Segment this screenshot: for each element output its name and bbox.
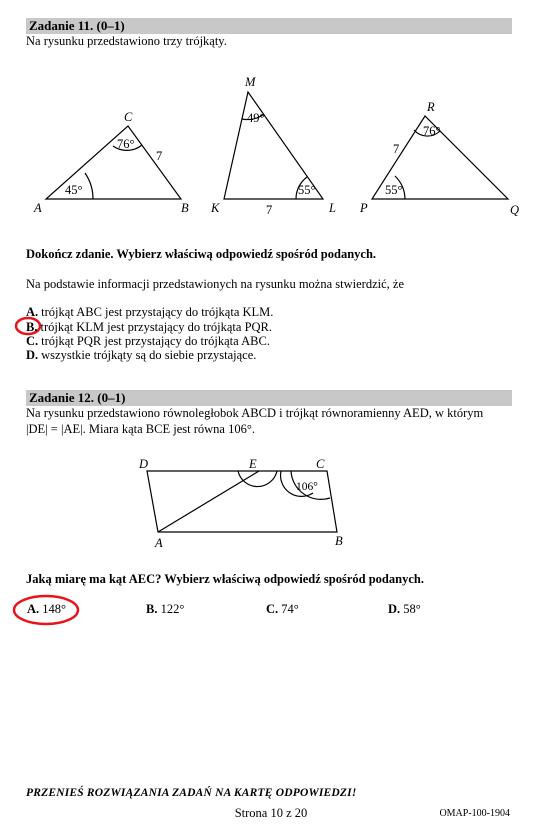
answer-d[interactable] (388, 602, 421, 617)
task11-intro: Na rysunku przedstawiono trzy trójkąty. (26, 34, 227, 48)
label-b2: B (335, 534, 343, 548)
answer-c[interactable] (266, 602, 299, 617)
option-a-letter: A. (26, 305, 39, 319)
option-c-letter: C. (26, 334, 39, 348)
answer-d-value: 58° (403, 602, 421, 616)
option-c-text: trójkąt PQR jest przystający do trójkąta ABC. (41, 334, 270, 348)
segment-ae (158, 471, 259, 532)
answer-b-letter: B. (146, 602, 158, 616)
option-b-text: trójkąt KLM jest przystający do trójkąta PQR. (40, 320, 273, 334)
angle-c-value: 76° (117, 137, 135, 151)
label-b1: B (181, 201, 189, 215)
angle-l-value: 55° (298, 183, 316, 197)
angle-m-value: 49° (247, 111, 265, 125)
answer-a[interactable] (27, 602, 66, 617)
answer-b[interactable] (146, 602, 184, 617)
answer-d-letter: D. (388, 602, 401, 616)
side-bc-value: 7 (156, 149, 163, 163)
label-l: L (329, 201, 336, 215)
option-b-letter: B. (26, 320, 38, 334)
transfer-note: PRZENIEŚ ROZWIĄZANIA ZADAŃ NA KARTĘ ODPOWIEDZI! (26, 787, 357, 799)
task12-line1: Na rysunku przedstawiono równoległobok ABCD i trójkąt równoramienny AED, w którym (26, 406, 484, 420)
answer-a-letter: A. (27, 602, 40, 616)
angle-bce-value: 106° (296, 481, 318, 493)
label-k: K (211, 201, 220, 215)
label-d: D (139, 457, 149, 471)
exam-code: OMAP-100-1904 (439, 808, 510, 819)
label-r: R (427, 100, 435, 114)
answer-c-value: 74° (281, 602, 299, 616)
option-d-letter: D. (26, 348, 39, 362)
label-p: P (360, 201, 368, 215)
task11-header: Zadanie 11. (0–1) (29, 18, 125, 33)
label-a2: A (155, 536, 163, 550)
page-number: Strona 10 z 20 (234, 806, 308, 820)
label-e: E (249, 457, 257, 471)
angle-p-value: 55° (385, 183, 403, 197)
side-pr-value: 7 (393, 142, 400, 156)
answer-b-value: 122° (160, 602, 185, 616)
answer-c-letter: C. (266, 602, 279, 616)
option-d[interactable] (26, 348, 256, 363)
angle-a-arc (85, 173, 93, 199)
side-kl-value: 7 (266, 203, 273, 217)
option-b[interactable] (26, 320, 272, 335)
label-c2: C (316, 457, 325, 471)
label-c1: C (124, 110, 133, 124)
angle-r-value: 76° (423, 124, 441, 138)
angle-e-left-arc (238, 471, 277, 487)
option-a[interactable] (26, 305, 273, 320)
task12-header: Zadanie 12. (0–1) (29, 390, 126, 405)
task12-question: Jaką miarę ma kąt AEC? Wybierz właściwą odpowiedź spośród podanych. (26, 572, 424, 586)
task12-line2: |DE| = |AE|. Miara kąta BCE jest równa 106°. (26, 422, 255, 436)
answer-a-value: 148° (42, 602, 67, 616)
option-a-text: trójkąt ABC jest przystający do trójkąta KLM. (41, 305, 274, 319)
angle-a-value: 45° (65, 183, 83, 197)
label-q: Q (510, 203, 520, 217)
task11-instruction: Dokończ zdanie. Wybierz właściwą odpowiedź spośród podanych. (26, 247, 377, 261)
option-c[interactable] (26, 334, 270, 349)
task11-stem: Na podstawie informacji przedstawionych na rysunku można stwierdzić, że (26, 277, 404, 291)
label-a1: A (34, 201, 42, 215)
label-m: M (245, 75, 256, 89)
option-d-text: wszystkie trójkąty są do siebie przystające. (41, 348, 257, 362)
